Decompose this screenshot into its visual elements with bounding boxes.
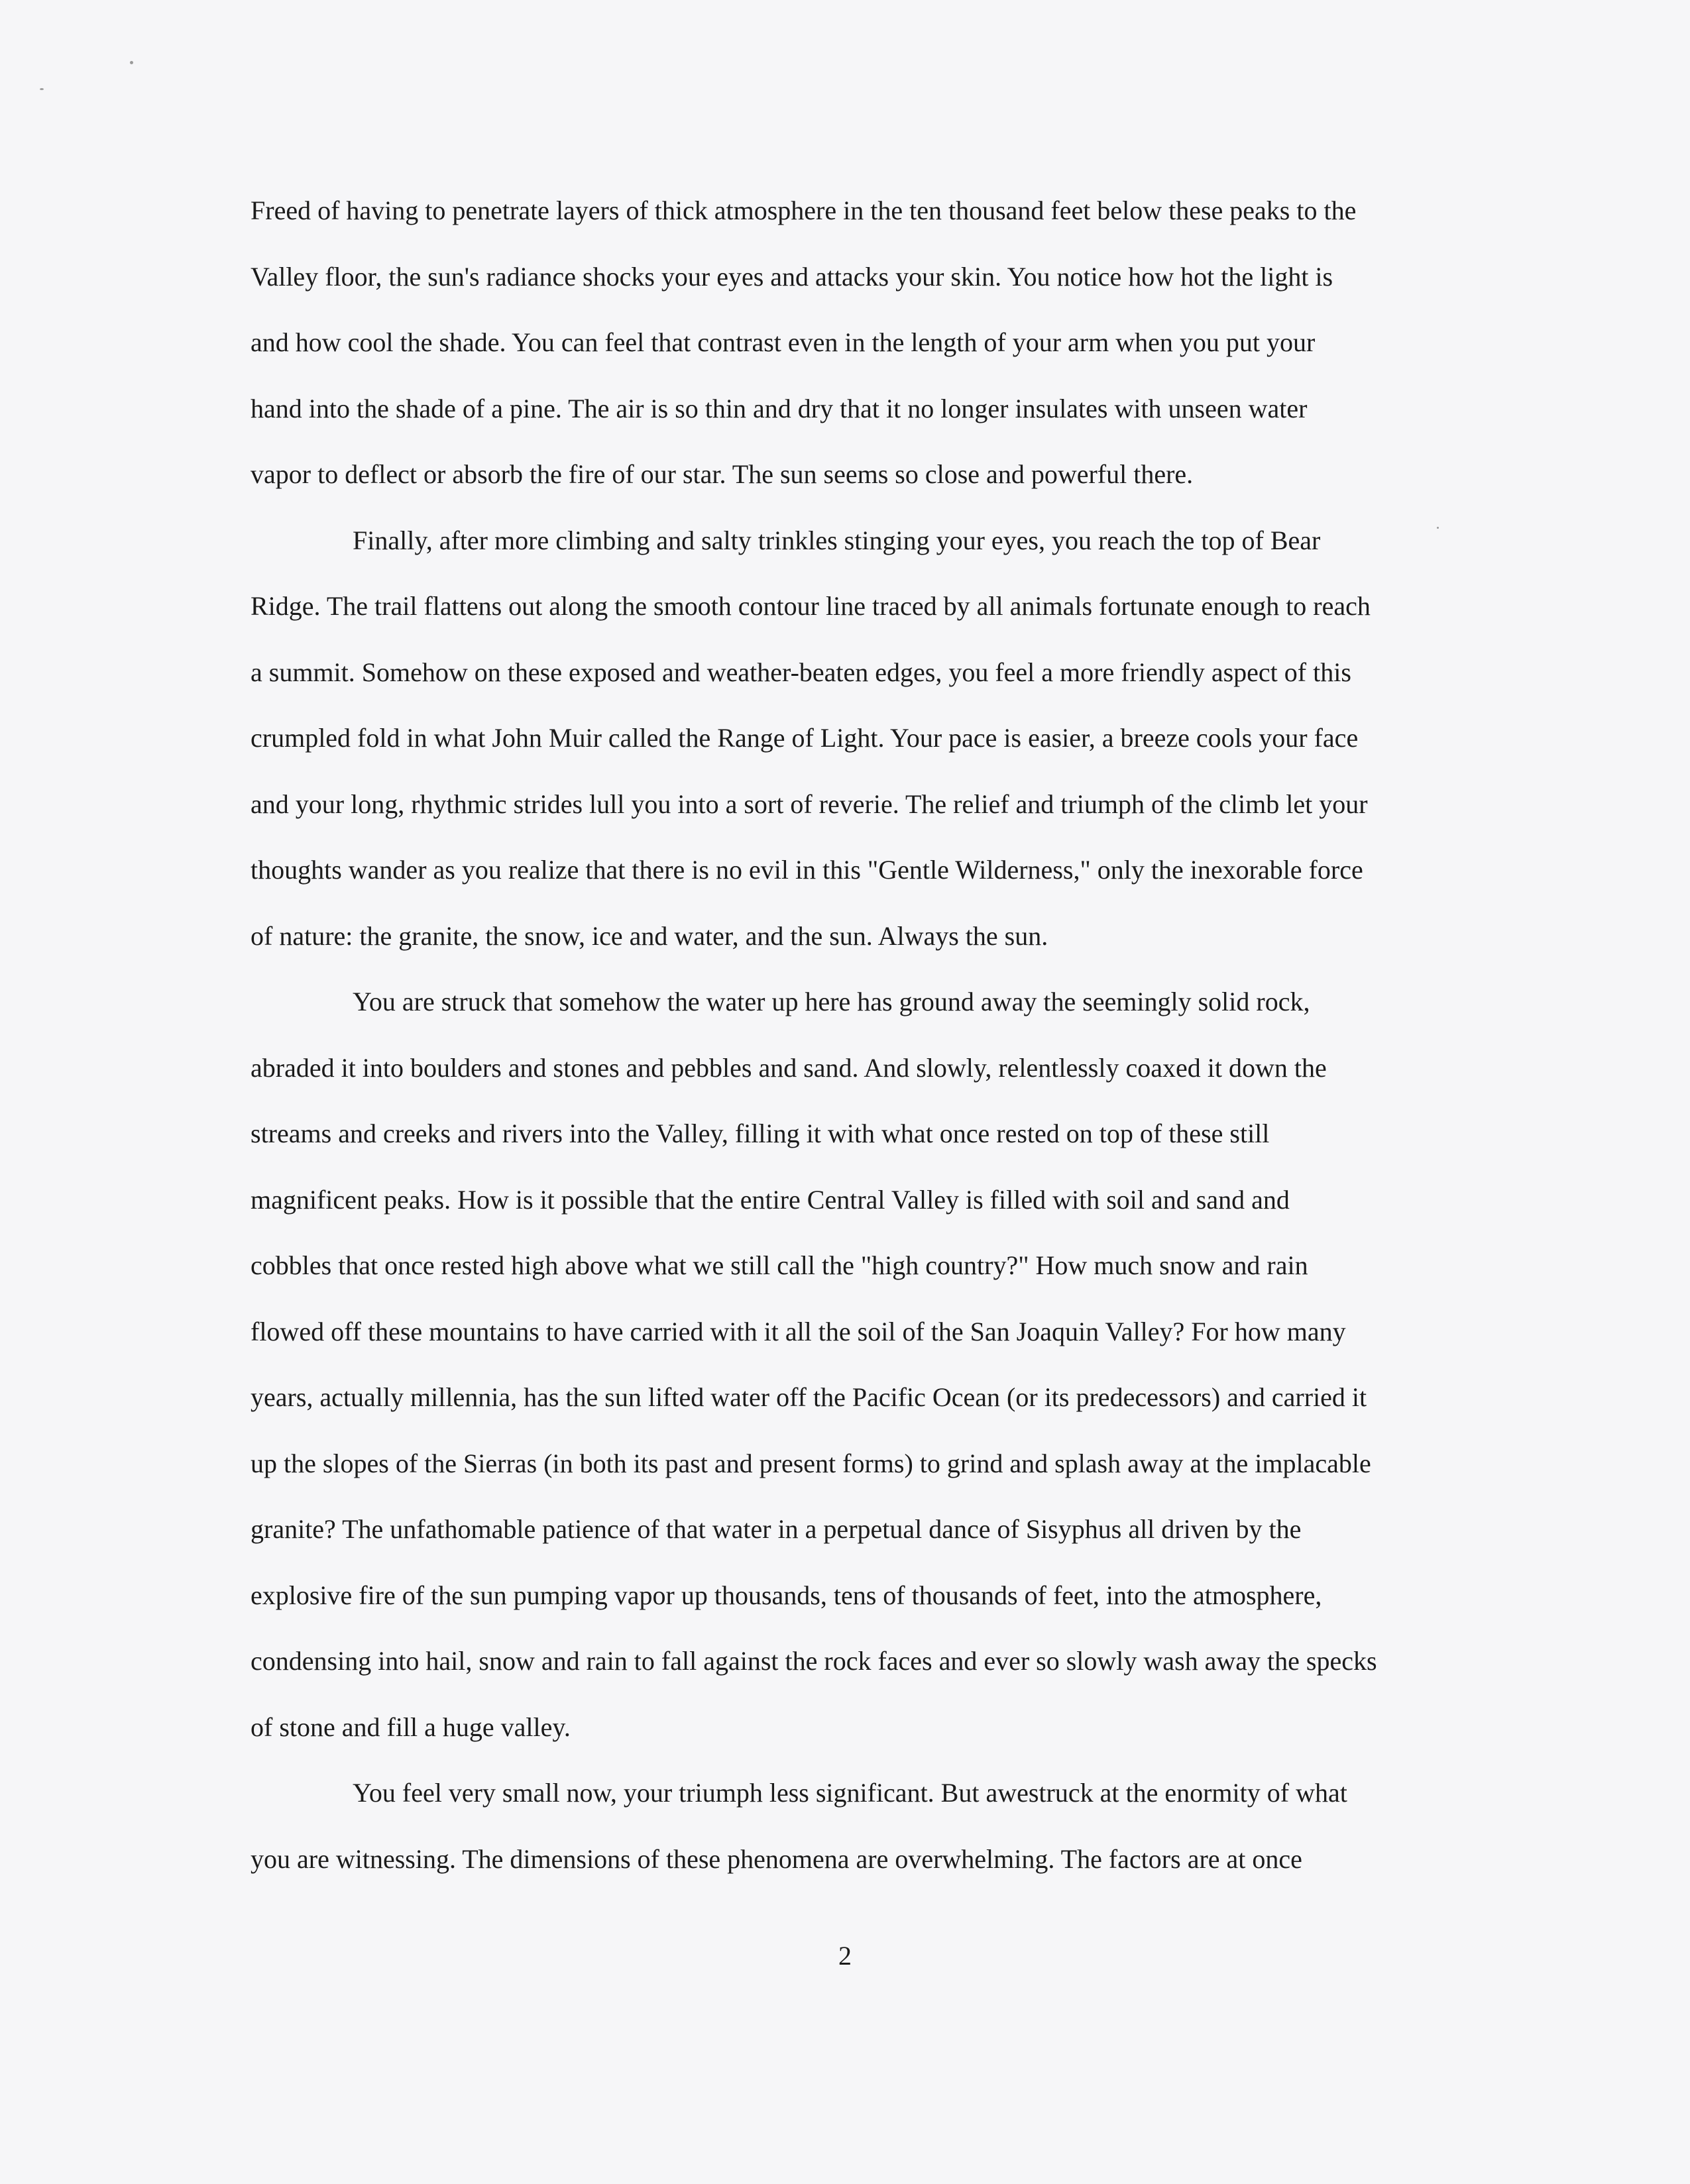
text-line: granite? The unfathomable patience of that water in a perpetual dance of Sisyphus all driven by the (251, 1514, 1302, 1544)
text-line: magnificent peaks. How is it possible that the entire Central Valley is filled with soil and sand and (251, 1184, 1290, 1215)
text-line: crumpled fold in what John Muir called the Range of Light. Your pace is easier, a breeze cools your face (251, 723, 1359, 753)
scan-speck (130, 61, 133, 64)
text-line: flowed off these mountains to have carried with it all the soil of the San Joaquin Valley? For how many (251, 1316, 1346, 1346)
text-line: vapor to deflect or absorb the fire of our star. The sun seems so close and powerful there. (251, 459, 1194, 489)
text-line: and how cool the shade. You can feel that contrast even in the length of your arm when you put your (251, 327, 1316, 357)
text-line: hand into the shade of a pine. The air is so thin and dry that it no longer insulates with unseen water (251, 393, 1308, 423)
text-line: condensing into hail, snow and rain to fall against the rock faces and ever so slowly wash away the specks (251, 1646, 1377, 1676)
text-line: Ridge. The trail flattens out along the smooth contour line traced by all animals fortunate enough to reach (251, 591, 1371, 621)
scan-speck (40, 88, 44, 90)
text-line: Freed of having to penetrate layers of thick atmosphere in the ten thousand feet below these peaks to the (251, 195, 1357, 225)
body-text (251, 178, 1443, 1892)
text-line: You are struck that somehow the water up here has ground away the seemingly solid rock, (353, 987, 1310, 1016)
text-line: abraded it into boulders and stones and pebbles and sand. And slowly, relentlessly coaxed it down the (251, 1052, 1327, 1083)
text-line: Valley floor, the sun's radiance shocks your eyes and attacks your skin. You notice how hot the light is (251, 261, 1333, 292)
text-line: thoughts wander as you realize that there is no evil in this "Gentle Wilderness," only the inexorable force (251, 855, 1363, 885)
text-line: a summit. Somehow on these exposed and weather-beaten edges, you feel a more friendly aspect of this (251, 657, 1351, 687)
text-line: cobbles that once rested high above what we still call the "high country?" How much snow and rain (251, 1250, 1308, 1280)
text-line: of stone and fill a huge valley. (251, 1712, 571, 1742)
text-line: years, actually millennia, has the sun lifted water off the Pacific Ocean (or its predecessors) and carried it (251, 1382, 1367, 1412)
text-line: you are witnessing. The dimensions of these phenomena are overwhelming. The factors are at once (251, 1843, 1302, 1874)
text-line: explosive fire of the sun pumping vapor up thousands, tens of thousands of feet, into the atmosphere, (251, 1580, 1322, 1610)
text-line: You feel very small now, your triumph less significant. But awestruck at the enormity of what (353, 1778, 1347, 1808)
text-line: up the slopes of the Sierras (in both its past and present forms) to grind and splash away at the implacable (251, 1448, 1371, 1478)
text-line: and your long, rhythmic strides lull you into a sort of reverie. The relief and triumph of the climb let your (251, 789, 1368, 819)
text-line: Finally, after more climbing and salty trinkles stinging your eyes, you reach the top of Bear (353, 525, 1321, 555)
page-number: 2 (838, 1941, 852, 1971)
text-line: streams and creeks and rivers into the Valley, filling it with what once rested on top of these still (251, 1119, 1270, 1148)
text-line: of nature: the granite, the snow, ice and water, and the sun. Always the sun. (251, 920, 1048, 951)
